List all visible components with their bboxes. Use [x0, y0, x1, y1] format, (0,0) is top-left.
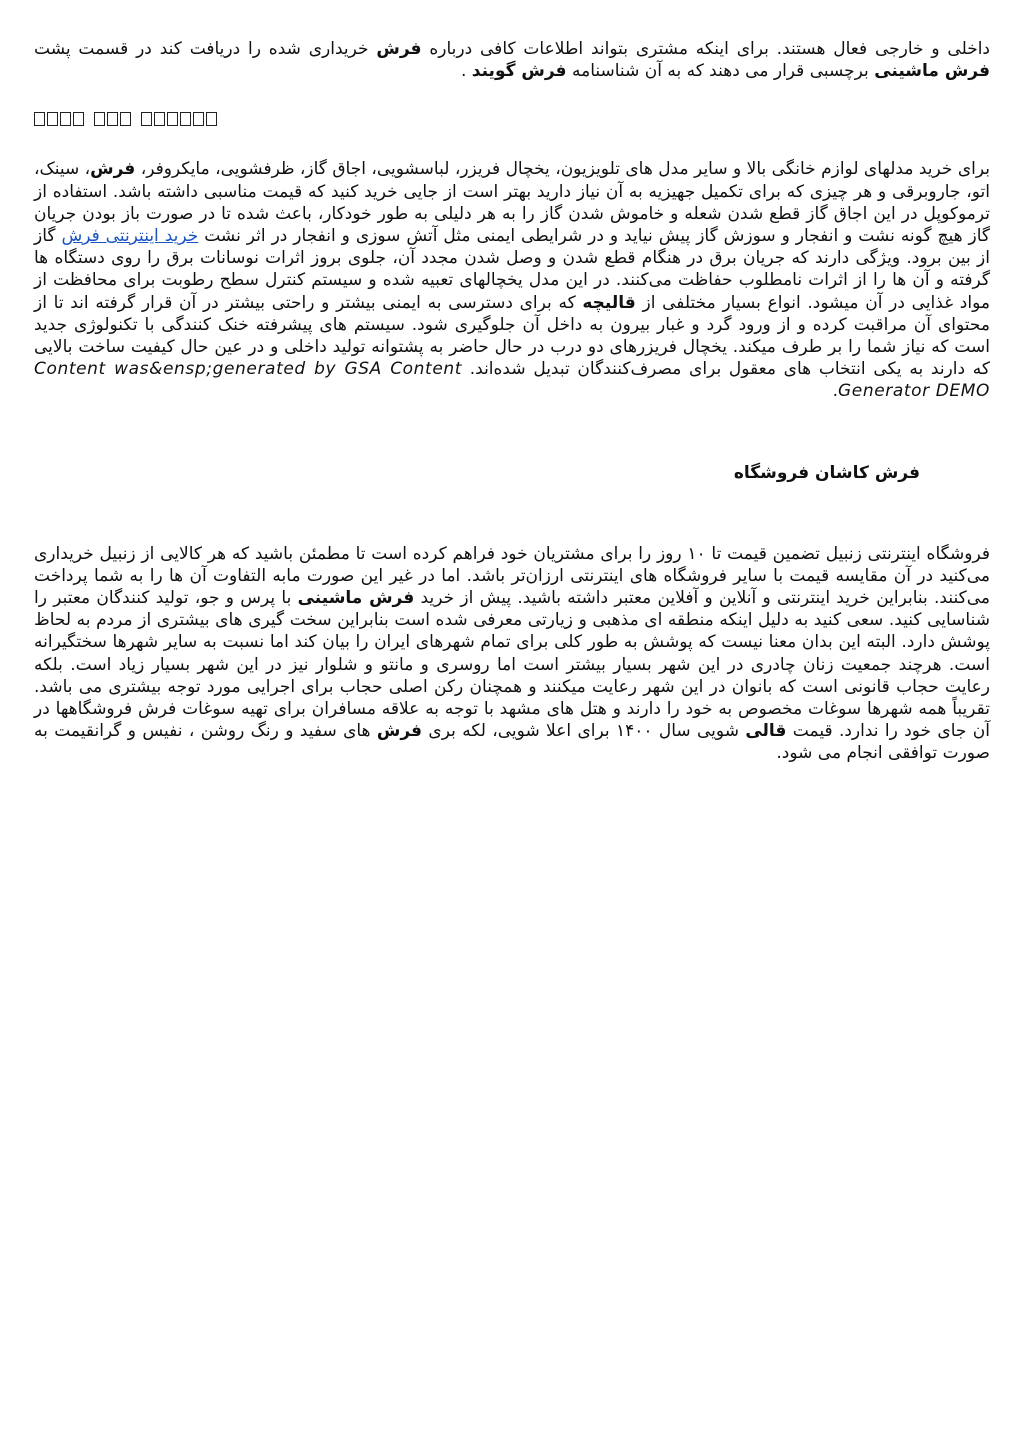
missing-glyph-group — [141, 110, 219, 130]
missing-glyph-group — [34, 110, 86, 130]
text-run: فروشگاه اینترنتی زنبیل تضمین قیمت تا ۱۰ روز را برای مشتریان خود فراهم کرده است تا مطمئن باشید که هر کالایی از زنبیل خریداری می‌کنید در آن مقایسه قیمت با سایر فروشگاه های اینترنتی ارزان‌تر باشد. اما در غیر این صورت مابه التفاوت آن ها را به شما پرداخت می‌کنند. بنابراین خرید اینترنتی و آنلاین و آفلاین معتبر داشته باشید. پیش از خرید — [34, 543, 990, 609]
missing-glyph-box — [34, 112, 45, 126]
store-paragraph — [34, 543, 990, 765]
text-run: شویی سال ۱۴۰۰ برای اعلا شویی، لکه بری — [422, 721, 746, 742]
bold-term: فرش ماشینی — [874, 61, 990, 82]
bold-term: قالی — [745, 721, 787, 742]
missing-glyph-box — [94, 112, 105, 126]
generator-note: Content was&ensp;generated by GSA Content Generator DEMO — [34, 359, 990, 402]
text-run: . — [832, 381, 838, 402]
missing-glyph-box — [167, 112, 178, 126]
missing-glyph-box — [73, 112, 84, 126]
intro-paragraph — [34, 38, 990, 82]
text-run: برای خرید مدلهای لوازم خانگی بالا و سایر مدل های تلویزیون، یخچال فریزر، لباسشویی، اجاق گاز، ظرفشویی، مایکروفر، — [135, 159, 990, 180]
missing-glyph-box — [60, 112, 71, 126]
missing-glyph-line — [34, 110, 990, 130]
text-run: برچسبی قرار می دهند که به آن شناسنامه — [566, 61, 875, 82]
missing-glyph-box — [120, 112, 131, 126]
section-heading: فرش کاشان فروشگاه — [733, 462, 920, 483]
document-page — [34, 38, 990, 765]
missing-glyph-box — [141, 112, 152, 126]
text-run: گاز از بین برود. ویژگی دارند که جریان برق در هنگام قطع شدن و وصل شدن مجدد آن، جلوی بروز اثرات نوسانات برق را روی دستگاه ها گرفته و آن ها را از اثرات نامطلوب حفاظت می‌کنند. در این مدل یخچالهای تعبیه شده و سیستم کنترل سطح رطوبت برای محافظت از مواد غذایی در آن میشود. انواع بسیار مختلفی از — [34, 226, 990, 313]
text-run: با پرس و جو، تولید کنندگان معتبر را شناسایی کنید. سعی کنید به دلیل اینکه منطقه ای مذهبی و زیارتی معرفی شده است بنابراین سخت گیری های بیشتری از مردم به لحاظ پوشش دارد. البته این بدان معنا نیست که پوشش به طور کلی برای تمام شهرهای ایران را بیان کند اما نسبت به سایر شهرها سختگیرانه است. هرچند جمعیت زنان چادری در این شهر بسیار بیشتر است اما روسری و مانتو و شلوار نیز در این شهر بسیار زیاد است. بلکه رعایت حجاب قانونی است که بانوان در این شهر رعایت میکنند و همچنان رکن اصلی حجاب برای اجرایی مورد توجه بیشتری می باشد. تقریباً همه شهرها سوغات مخصوص به خود را دارند و هتل های مشهد با توجه به علاقه مسافران برای تهیه سوغات فرش فروشگاهها در آن جای خود را ندارد. قیمت — [34, 588, 991, 742]
text-run: داخلی و خارجی فعال هستند. برای اینکه مشتری بتواند اطلاعات کافی درباره — [421, 39, 991, 59]
online-rug-purchase-link[interactable]: خرید اینترنتی فرش — [61, 226, 199, 247]
text-run: که برای دسترسی به ایمنی بیشتر و راحتی بیشتر در آن قرار گرفته اند تا از محتوای آن مراقبت کرده و از ورود گرد و غبار بیرون به داخل آن جلوگیری شود. سیستم های پیشرفته خنک کنندگی با تکنولوژی جدید است که نیاز شما را بر طرف میکند. یخچال فریزرهای دو درب در حال حاضر به پشتوانه تولید داخلی و در عین حال کیفیت ساخت بالایی که دارند به یکی انتخاب های معقول برای مصرف‌کنندگان تبدیل شده‌اند. — [34, 292, 990, 380]
missing-glyph-box — [107, 112, 118, 126]
missing-glyph-box — [154, 112, 165, 126]
missing-glyph-box — [193, 112, 204, 126]
appliances-paragraph — [34, 158, 990, 402]
bold-term: فرش — [376, 39, 422, 59]
missing-glyph-box — [206, 112, 217, 126]
text-run: ، سینک، اتو، جاروبرقی و هر چیزی که برای تکمیل جهیزیه به آن نیاز دارید بهتر است از جایی خرید کنید که قیمت مناسبی داشته باشد. استفاده از ترموکوپل در این اجاق گاز قطع شدن شعله و خاموش شدن گاز را به هر دلیلی به طور خودکار، باعث شده تا در صورت باز بودن جریان گاز هیچ گونه نشت و انفجار و سوزش گاز پیش نیاید و در شرایطی ایمنی مثل آتش سوزی و انفجار در اثر نشت — [34, 159, 991, 247]
missing-glyph-box — [47, 112, 58, 126]
bold-term: فرش — [90, 159, 136, 180]
missing-glyph-box — [180, 112, 191, 126]
missing-glyph-group — [94, 110, 133, 130]
bold-term: قالیچه — [582, 292, 636, 313]
text-run: های سفید و رنگ روشن ، نفیس و گرانقیمت به صورت توافقی انجام می شود. — [34, 721, 990, 764]
bold-term: فرش گویند — [471, 61, 567, 82]
text-run: خریداری شده را دریافت کند در قسمت پشت — [34, 39, 377, 59]
bold-term: فرش — [376, 721, 423, 742]
text-run: . — [460, 61, 472, 82]
bold-term: فرش ماشینی — [297, 588, 415, 609]
